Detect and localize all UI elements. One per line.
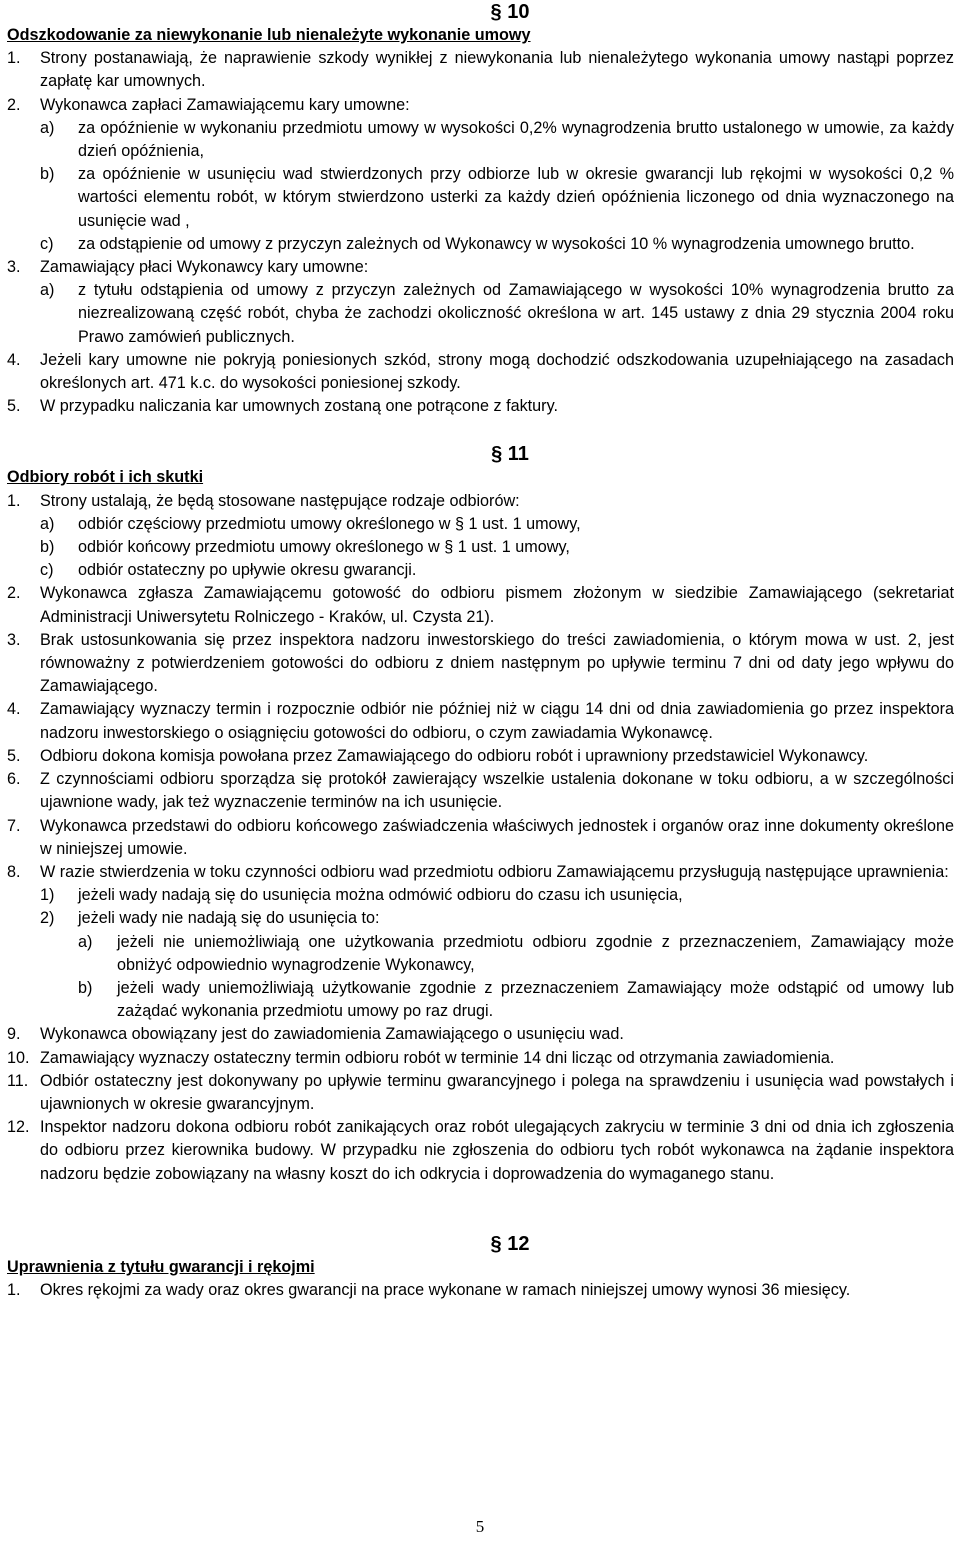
- sub-item-letter: a): [40, 514, 55, 533]
- paragraph-number: 2.: [7, 95, 21, 114]
- paragraph-number: 3.: [7, 630, 21, 649]
- paragraph-number: 5.: [7, 746, 21, 765]
- paragraph-text: Wykonawca zapłaci Zamawiającemu kary umowne:: [40, 95, 410, 114]
- paragraph-number: 4.: [7, 700, 21, 719]
- paragraph-text: Odbiór ostateczny jest dokonywany po upływie terminu gwarancyjnego i polega na sprawdzeniu i usunięcia wad powstałych i ujawnionych w okresie gwarancyjnym.: [40, 1071, 954, 1113]
- paragraph: [0, 582, 960, 628]
- paragraph: [0, 47, 960, 93]
- paragraph-text: Inspektor nadzoru dokona odbioru robót zanikających oraz robót ulegających zakryciu w terminie 3 dni od dnia ich zgłoszenia do odbioru przez kierownika budowy. W przypadku nie zgłoszenia do odbioru tych robót wykonawca na żądanie inspektora nadzoru będzie zobowiązany na własny koszt do ich odkrycia i doprowadzenia do wymaganego stanu.: [40, 1118, 954, 1183]
- sub-item-letter: b): [40, 538, 55, 557]
- sub-item-text: za opóźnienie w usunięciu wad stwierdzonych przy odbiorze lub w okresie gwarancji lub rękojmi w wysokości 0,2 % wartości elementu robót, w którym stwierdzono usterki za każdy dzień opóźnienia liczonego od dnia wyznaczonego na usunięcie wad ,: [78, 165, 954, 230]
- paragraph-text: Wykonawca przedstawi do odbioru końcowego zaświadczenia właściwych jednostek i organów oraz inne dokumenty określone w niniejszej umowie.: [40, 816, 954, 858]
- paragraph: [0, 745, 960, 768]
- page-number: 5: [475, 1517, 485, 1536]
- paragraph: [0, 1070, 960, 1116]
- sub-item: [0, 279, 960, 349]
- paragraph: [0, 629, 960, 699]
- paragraph: [0, 768, 960, 814]
- paragraph-text: Wykonawca obowiązany jest do zawiadomienia Zamawiającego o usunięciu wad.: [40, 1025, 624, 1044]
- paragraph-number: 12.: [7, 1118, 30, 1137]
- paragraph-text: Strony postanawiają, że naprawienie szkody wynikłej z niewykonania lub nienależytego wykonania umowy nastąpi poprzez zapłatę kar umownych.: [40, 49, 954, 91]
- paragraph-text: Z czynnościami odbioru sporządza się protokół zawierający wszelkie ustalenia dokonane w toku odbioru, a w szczególności ujawnione wady, jak też wyznaczenie terminów na ich usunięcie.: [40, 770, 954, 812]
- sub-item-letter: c): [40, 234, 54, 253]
- paragraph: [0, 1116, 960, 1186]
- sub-sub-item: [0, 931, 960, 977]
- paragraph: [0, 1047, 960, 1070]
- sub-item-text: odbiór ostateczny po upływie okresu gwarancji.: [78, 561, 417, 580]
- sub-item-text: za odstąpienie od umowy z przyczyn zależnych od Wykonawcy w wysokości 10 % wynagrodzenia umownego brutto.: [78, 234, 915, 253]
- paragraph: [0, 94, 960, 117]
- paragraph-number: 4.: [7, 350, 21, 369]
- paragraph-number: 2.: [7, 584, 21, 603]
- sub-item-letter: c): [40, 561, 54, 580]
- paragraph: [0, 256, 960, 279]
- sub-item-text: odbiór częściowy przedmiotu umowy określonego w § 1 ust. 1 umowy,: [78, 514, 581, 533]
- paragraph-text: Okres rękojmi za wady oraz okres gwarancji na prace wykonane w ramach niniejszej umowy wynosi 36 miesięcy.: [40, 1280, 851, 1299]
- paragraph-number: 11.: [7, 1071, 29, 1090]
- sub-item-text: jeżeli wady nie nadają się do usunięcia to:: [78, 909, 380, 928]
- sub-sub-item-text: jeżeli wady uniemożliwiają użytkowanie zgodnie z przeznaczeniem Zamawiający może odstąpić od umowy lub zażądać wykonania przedmiotu umowy po raz drugi.: [117, 978, 954, 1021]
- paragraph: [0, 698, 960, 744]
- sub-item: [0, 513, 960, 536]
- sub-item-text: odbiór końcowy przedmiotu umowy określonego w § 1 ust. 1 umowy,: [78, 538, 570, 557]
- paragraph-number: 6.: [7, 770, 21, 789]
- sub-item-letter: a): [40, 281, 55, 300]
- sub-item-letter: b): [40, 165, 55, 184]
- paragraph-text: Zamawiający płaci Wykonawcy kary umowne:: [40, 258, 369, 277]
- sub-item-text: z tytułu odstąpienia od umowy z przyczyn zależnych od Zamawiającego w wysokości 10% wynagrodzenia brutto za niezrealizowaną część robót, chyba że zachodzi okoliczność określona w art. 145 ustawy z dnia 29 stycznia 2004 roku Prawo zamówień publicznych.: [78, 281, 954, 346]
- section-title: Odbiory robót i ich skutki: [7, 468, 204, 487]
- paragraph-number: 1.: [7, 49, 21, 68]
- paragraph-text: W razie stwierdzenia w toku czynności odbioru wad przedmiotu odbioru Zamawiającemu przysługują następujące uprawnienia:: [40, 862, 949, 881]
- paragraph-text: Zamawiający wyznaczy termin i rozpocznie odbiór nie później niż w ciągu 14 dni od dnia zawiadomienia go przez inspektora nadzoru inwestorskiego o osiągnięciu gotowości do odbioru, o czym zawiadamia Wykonawcę.: [40, 700, 954, 742]
- paragraph-number: 7.: [7, 816, 21, 835]
- paragraph: [0, 1023, 960, 1046]
- paragraph-text: Wykonawca zgłasza Zamawiającemu gotowość do odbioru pismem złożonym w siedzibie Zamawiającego (sekretariat Administracji Uniwersytetu Rolniczego - Kraków, ul. Czysta 21).: [40, 584, 954, 626]
- sub-item: [0, 884, 960, 907]
- sub-sub-item-text: jeżeli nie uniemożliwiają one użytkowania przedmiotu odbioru zgodnie z przeznaczeniem, Zamawiający może obniżyć odpowiednio wynagrodzenie Wykonawcy,: [117, 932, 954, 974]
- section-title: Odszkodowanie za niewykonanie lub nienależyte wykonanie umowy: [7, 26, 531, 44]
- paragraph-text: Odbioru dokona komisja powołana przez Zamawiającego do odbioru robót i uprawniony przedstawiciel Wykonawcy.: [40, 746, 869, 765]
- paragraph-number: 1.: [7, 491, 21, 510]
- section-title: Uprawnienia z tytułu gwarancji i rękojmi: [7, 1257, 315, 1276]
- sub-item-text: za opóźnienie w wykonaniu przedmiotu umowy w wysokości 0,2% wynagrodzenia brutto ustalonego w umowie, za każdy dzień opóźnienia,: [78, 118, 954, 161]
- paragraph: [0, 815, 960, 861]
- section-number: § 11: [491, 443, 529, 466]
- sub-sub-item: [0, 977, 960, 1023]
- paragraph-number: 3.: [7, 258, 21, 277]
- paragraph-text: Jeżeli kary umowne nie pokryją poniesionych szkód, strony mogą dochodzić odszkodowania uzupełniającego na zasadach określonych art. 471 k.c. do wysokości poniesionej szkody.: [40, 350, 954, 393]
- sub-item-number: 2): [40, 909, 55, 928]
- paragraph-number: 9.: [7, 1025, 21, 1044]
- paragraph: [0, 861, 960, 884]
- sub-item: [0, 117, 960, 163]
- paragraph-text: Zamawiający wyznaczy ostateczny termin odbioru robót w terminie 14 dni licząc od otrzymania zawiadomienia.: [40, 1048, 835, 1067]
- paragraph-text: Strony ustalają, że będą stosowane następujące rodzaje odbiorów:: [40, 491, 520, 510]
- paragraph: [0, 1279, 960, 1302]
- sub-item: [0, 163, 960, 233]
- paragraph-number: 1.: [7, 1280, 21, 1299]
- sub-item: [0, 559, 960, 582]
- paragraph: [0, 395, 960, 418]
- sub-item: [0, 536, 960, 559]
- paragraph-text: W przypadku naliczania kar umownych zostaną one potrącone z faktury.: [40, 397, 558, 416]
- section-number: § 10: [490, 1, 530, 23]
- sub-item: [0, 907, 960, 930]
- sub-item-text: jeżeli wady nadają się do usunięcia można odmówić odbioru do czasu ich usunięcia,: [78, 886, 683, 905]
- paragraph-number: 5.: [7, 397, 21, 416]
- sub-item-number: 1): [40, 886, 55, 905]
- sub-item: [0, 233, 960, 256]
- sub-sub-item-letter: b): [78, 978, 93, 997]
- paragraph: [0, 349, 960, 395]
- paragraph-number: 10.: [7, 1048, 30, 1067]
- section-number: § 12: [490, 1232, 530, 1255]
- paragraph: [0, 490, 960, 513]
- paragraph-text: Brak ustosunkowania się przez inspektora nadzoru inwestorskiego do treści zawiadomienia, o którym mowa w ust. 2, jest równoważny z potwierdzeniem gotowości do odbioru z dniem następnym po upływie terminu 7 dni od daty jego wpływu do Zamawiającego.: [40, 630, 954, 696]
- sub-sub-item-letter: a): [78, 932, 93, 951]
- sub-item-letter: a): [40, 118, 55, 137]
- paragraph-number: 8.: [7, 862, 21, 881]
